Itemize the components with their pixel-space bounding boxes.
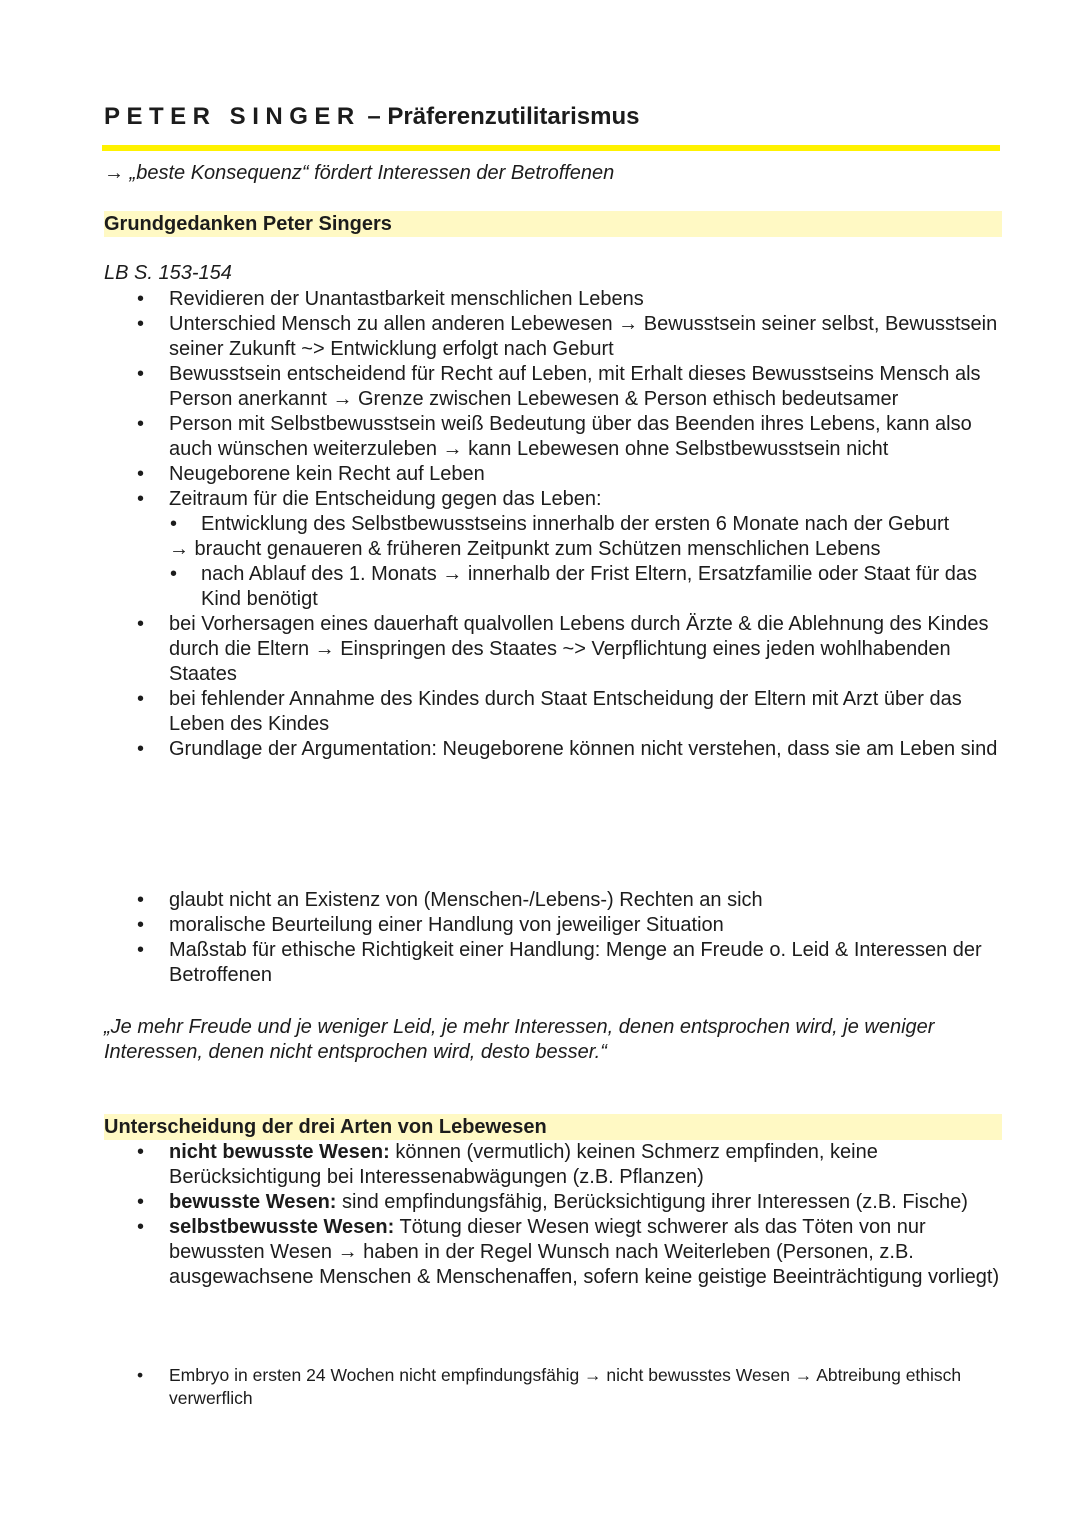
list-item: • bei Vorhersagen eines dauerhaft qualvollen Lebens durch Ärzte & die Ablehnung des Kindes durch die Eltern → Einspringen des Staates ~> Verpflichtung eines jeden wohlhabenden Staates (104, 612, 1004, 687)
list-item: • bei fehlender Annahme des Kindes durch Staat Entscheidung der Eltern mit Arzt über das Leben des Kindes (104, 687, 1004, 737)
section-heading-grundgedanken: Grundgedanken Peter Singers (104, 211, 1002, 237)
section-heading-lebewesen: Unterscheidung der drei Arten von Lebewesen (104, 1114, 1002, 1140)
list-item: • Neugeborene kein Recht auf Leben (104, 462, 1004, 487)
title-subject: – Präferenzutilitarismus (367, 103, 640, 130)
list-item: • Zeitraum für die Entscheidung gegen das Leben: (104, 487, 1004, 512)
list-item (104, 1140, 1004, 1190)
title-name: PETER SINGER (104, 103, 361, 130)
list-item: • Unterschied Mensch zu allen anderen Lebewesen → Bewusstsein seiner selbst, Bewusstsein seiner Zukunft ~> Entwicklung erfolgt nach Geburt (104, 312, 1004, 362)
definition: sind empfindungsfähig, Berücksichtigung ihrer Interessen (z.B. Fische) (336, 1191, 968, 1213)
list-item: • Embryo in ersten 24 Wochen nicht empfindungsfähig → nicht bewusstes Wesen → Abtreibung ethisch verwerflich (104, 1364, 1004, 1410)
arrow-note: → braucht genaueren & früheren Zeitpunkt zum Schützen menschlichen Lebens (169, 538, 881, 560)
sub-list-item: • Entwicklung des Selbstbewusstseins innerhalb der ersten 6 Monate nach der Geburt (104, 512, 1004, 537)
definition: können (vermutlich) keinen Schmerz empfinden, keine Berücksichtigung bei Interessenabwägungen (z.B. Pflanzen) (169, 1141, 878, 1188)
singer-quote: „Je mehr Freude und je weniger Leid, je mehr Interessen, denen entsprochen wird, je weniger Interessen, denen nicht entsprochen wird, desto besser.“ (104, 1016, 935, 1063)
definition: Tötung dieser Wesen wiegt schwerer als das Töten von nur bewussten Wesen → haben in der Regel Wunsch nach Weiterleben (Personen, z.B. ausgewachsene Menschen & Menschenaffen, sofern keine geistige Beeinträchtigung vorliegt) (169, 1216, 1000, 1288)
term: bewusste Wesen: (169, 1191, 337, 1213)
term: selbstbewusste Wesen: (169, 1216, 395, 1238)
list-item: • Grundlage der Argumentation: Neugeborene können nicht verstehen, dass sie am Leben sind (104, 737, 1004, 762)
list-item: • moralische Beurteilung einer Handlung von jeweiliger Situation (104, 913, 1004, 938)
grundgedanken-list (104, 287, 1004, 762)
list-item (104, 1190, 1004, 1215)
title-underline (102, 145, 1000, 151)
sub-list-item: • nach Ablauf des 1. Monats → innerhalb der Frist Eltern, Ersatzfamilie oder Staat für das Kind benötigt (104, 562, 1004, 612)
list-item: • Maßstab für ethische Richtigkeit einer Handlung: Menge an Freude o. Leid & Interessen der Betroffenen (104, 938, 1004, 988)
list-item: • Person mit Selbstbewusstsein weiß Bedeutung über das Beenden ihres Lebens, kann also auch wünschen weiterzuleben → kann Lebewesen ohne Selbstbewusstsein nicht (104, 412, 1004, 462)
embryo-note-list (104, 1364, 1004, 1410)
list-item: • glaubt nicht an Existenz von (Menschen-/Lebens-) Rechten an sich (104, 888, 1004, 913)
subtitle: → „beste Konsequenz“ fördert Interessen der Betroffenen (104, 162, 615, 184)
lebewesen-list (104, 1140, 1004, 1290)
singer-positions-list (104, 888, 1004, 988)
list-item: • Bewusstsein entscheidend für Recht auf Leben, mit Erhalt dieses Bewusstseins Mensch als Person anerkannt → Grenze zwischen Lebewesen & Person ethisch bedeutsamer (104, 362, 1004, 412)
page-reference: LB S. 153-154 (104, 262, 232, 284)
list-item: • Revidieren der Unantastbarkeit menschlichen Lebens (104, 287, 1004, 312)
page-title (104, 103, 639, 131)
list-item (104, 1215, 1004, 1290)
term: nicht bewusste Wesen: (169, 1141, 390, 1163)
